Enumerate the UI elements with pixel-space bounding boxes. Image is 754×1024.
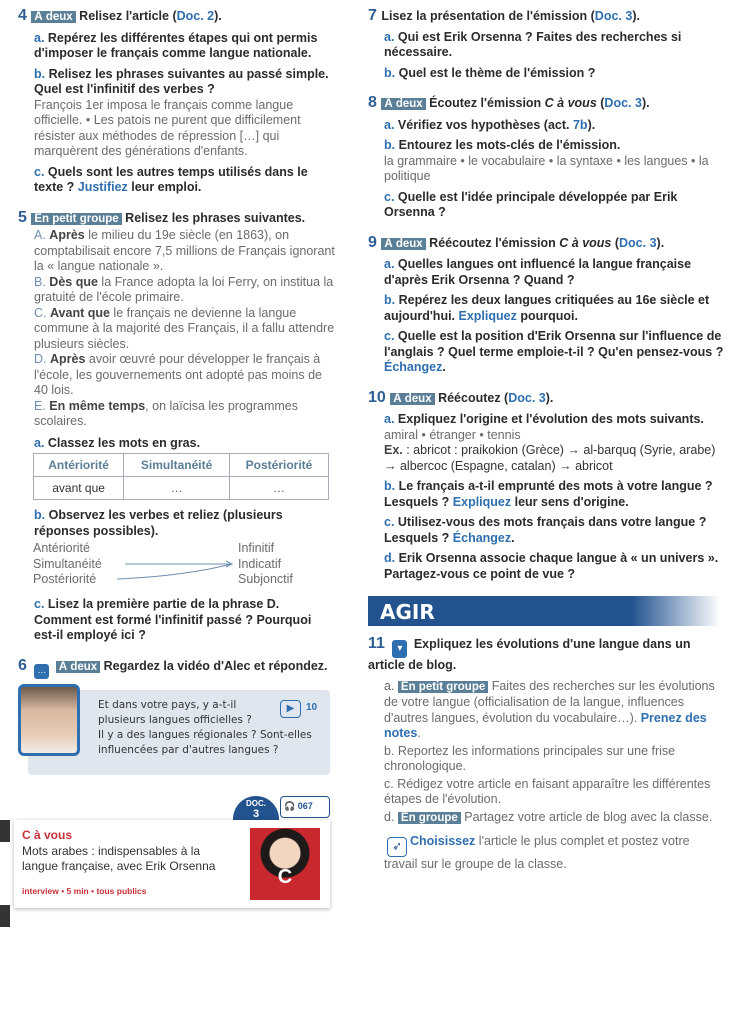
text-segment: c. (384, 329, 398, 343)
header-anteriorite: Antériorité (34, 454, 124, 477)
table-cell[interactable]: … (124, 477, 230, 500)
pen-icon: ▾ (392, 640, 407, 658)
text-segment: c. Rédigez votre article en faisant apparaître les différentes étapes de l'évolution. (384, 776, 711, 806)
text-segment: leur emploi. (127, 180, 202, 194)
text-segment: a. (384, 678, 398, 693)
paragraph (368, 329, 724, 376)
text-segment: ). (641, 96, 650, 110)
match-arrows (115, 551, 237, 591)
doc-3-section (18, 796, 336, 914)
side-tab[interactable] (0, 820, 10, 842)
text-segment: Prenez des notes (384, 710, 707, 740)
text-segment: , on laïcisa les programmes scolaires. (34, 398, 299, 428)
exercise-10 (368, 390, 724, 583)
right-column (368, 8, 724, 878)
text-segment: ). (632, 9, 640, 23)
exercise-11 (368, 636, 724, 873)
text-segment: Relisez les phrases suivantes au passé simple. Quel est l'infinitif des verbes ? (34, 66, 329, 96)
match-right (238, 541, 293, 588)
share-icon[interactable]: ➶ (387, 837, 407, 857)
paragraph (368, 834, 724, 873)
text-segment: b. (384, 293, 399, 307)
text-segment: Doc. 3 (594, 9, 633, 23)
text-segment: Quels sont les autres temps utilisés dans le texte ? (34, 164, 308, 194)
headphones-icon: 🎧 (284, 800, 296, 811)
paragraph (368, 777, 724, 808)
paragraph (368, 118, 724, 134)
text-segment: Lisez la première partie de la phrase D. Comment est formé l'infinitif passé ? Pourquoi est-il employé ici ? (34, 597, 312, 642)
text-segment: Utilisez-vous des mots français dans votre langue ? Lesquels ? (384, 515, 707, 545)
paragraph (368, 744, 724, 775)
activity-tag: En petit groupe (31, 213, 121, 225)
text-segment: . (511, 530, 515, 545)
text-segment: le français ne devienne la langue commune à la majorité des Français, il a fallu attendre plusieurs siècles. (34, 305, 335, 351)
activity-tag: En groupe (398, 812, 461, 824)
video-number: 10 (306, 701, 318, 713)
text-segment: Lisez la présentation de l'émission ( (381, 9, 595, 23)
text-segment: Erik Orsenna associe chaque langue à « un univers ». Partagez-vous ce point de vue ? (384, 551, 719, 581)
text-segment: la France adopta la loi Ferry, on institua la gratuité de l'école primaire. (34, 274, 334, 304)
text-segment: la grammaire • le vocabulaire • la syntaxe • les langues • la politique (384, 153, 709, 183)
activity-tag: En petit groupe (398, 681, 488, 693)
side-tab[interactable] (0, 905, 10, 927)
text-segment: B. (34, 274, 50, 289)
text-segment: Dès que (49, 274, 98, 289)
text-segment: D. (34, 352, 50, 366)
text-segment: Avant que (49, 305, 110, 320)
text-segment: Réécoutez l'émission (425, 235, 560, 250)
match-item[interactable]: Subjonctif (238, 572, 293, 586)
paragraph (368, 257, 724, 288)
text-segment: amiral • étranger • tennis (384, 427, 521, 442)
text-segment: c. (34, 597, 48, 611)
text-segment: Vérifiez vos hypothèses (act. (397, 117, 573, 132)
text-segment: Regardez la vidéo d'Alec et répondez. (100, 658, 328, 673)
text-segment: a. (34, 30, 48, 45)
show-thumbnail (250, 828, 320, 900)
paragraph (368, 390, 724, 408)
matching-exercise (33, 541, 336, 591)
text-segment: François 1er imposa le français comme langue officielle. • Les patois ne purent que difficilement résister aux méthodes de répression […] qui marquèrent des générations d'enfants. (34, 97, 301, 158)
text-segment: Qui est Erik Orsenna ? Faites des recherches si nécessaire. (384, 29, 682, 59)
paragraph (18, 98, 336, 160)
doc-title: C à vous (22, 827, 73, 842)
paragraph (368, 479, 724, 510)
paragraph (368, 679, 724, 742)
match-item[interactable]: Indicatif (238, 556, 282, 571)
paragraph (368, 443, 724, 474)
text-segment: d. (384, 551, 399, 565)
paragraph (368, 551, 724, 582)
paragraph (368, 636, 724, 674)
paragraph (368, 138, 724, 154)
text-segment: Faites des recherches sur les évolutions de votre langue (officialisation de la langue, influences d'autres langues, évolution du vocabulaire…). (384, 678, 715, 725)
text-segment: ). (656, 235, 665, 250)
text-segment: Quelle est la position d'Erik Orsenna sur l'influence de l'anglais ? Quel terme emploie-t-il ? Qu'en pensez-vous ? (384, 329, 724, 359)
text-segment: Relisez les phrases suivantes. (121, 210, 306, 225)
text-segment: Repérez les différentes étapes qui ont permis d'imposer le français comme langue nationale. (34, 30, 318, 60)
text-segment: b. (34, 508, 49, 522)
text-segment: c. (384, 189, 398, 204)
activity-tag: À deux (31, 11, 75, 23)
exercise-number: 11 (368, 635, 390, 652)
text-segment: 7b (572, 117, 588, 132)
table-cell[interactable]: avant que (34, 477, 124, 500)
text-segment: . (417, 726, 421, 740)
text-segment: Ex. (384, 443, 403, 457)
paragraph (18, 210, 336, 228)
paragraph (368, 293, 724, 324)
text-segment: Expliquez (452, 494, 512, 509)
text-segment: Écoutez l'émission (425, 96, 545, 110)
text-segment: b. Reportez les informations principales sur une frise chronologique. (384, 743, 676, 773)
paragraph (18, 399, 336, 430)
paragraph (368, 515, 724, 546)
classification-table (33, 453, 329, 500)
text-segment: l'article le plus complet et postez votre travail sur le groupe de la classe. (384, 834, 690, 871)
text-segment: Doc. 3 (604, 96, 642, 110)
paragraph (368, 95, 724, 113)
exercise-4 (18, 8, 336, 196)
match-item[interactable]: Simultanéité (33, 556, 102, 571)
paragraph (368, 235, 724, 253)
paragraph (368, 190, 724, 221)
text-segment: leur sens d'origine. (511, 494, 629, 509)
paragraph (368, 154, 724, 185)
exercise-6 (18, 658, 336, 679)
video-text: plusieurs langues officielles ? (98, 713, 252, 726)
text-segment: Après (49, 352, 86, 366)
video-text: Il y a des langues régionales ? Sont-elles (98, 728, 312, 741)
text-segment: Repérez les deux langues critiquées au 16e siècle et aujourd'hui. (384, 293, 710, 323)
text-segment: Classez les mots en gras. (47, 435, 201, 450)
text-segment: Doc. 2 (176, 9, 215, 23)
activity-tag: À deux (390, 393, 434, 405)
paragraph (368, 8, 724, 25)
doc-meta: interview • 5 min • tous publics (22, 885, 147, 896)
text-segment: a. (384, 412, 398, 426)
text-segment: Expliquez les évolutions d'une langue dans un article de blog. (368, 637, 691, 672)
audio-number: 067 (297, 800, 313, 811)
text-segment: E. (34, 398, 50, 413)
paragraph (18, 658, 336, 679)
text-segment: Échangez (452, 530, 512, 545)
text-segment: Quelle est l'idée principale développée par Erik Orsenna ? (384, 189, 678, 219)
exercise-9 (368, 235, 724, 376)
text-segment: Réécoutez ( (434, 390, 509, 405)
text-segment: Doc. 3 (508, 390, 546, 405)
paragraph (368, 66, 724, 82)
text-segment: Justifiez (77, 180, 128, 194)
video-section (18, 684, 336, 780)
paragraph (368, 30, 724, 61)
text-segment: Expliquez (458, 308, 517, 323)
play-icon[interactable]: ▶ (280, 700, 301, 718)
text-segment: Quel est le thème de l'émission ? (398, 65, 596, 80)
text-segment: pourquoi. (516, 308, 578, 323)
text-segment: le milieu du 19e siècle (en 1863), on comptabilisait encore 7,5 millions de Français ignorant la « langue nationale ». (34, 228, 335, 273)
text-segment: ). (587, 117, 596, 132)
match-item[interactable]: Antériorité (33, 541, 90, 555)
text-segment: C à vous (544, 96, 597, 110)
text-segment: ( (611, 235, 620, 250)
video-text: Et dans votre pays, y a-t-il (98, 698, 237, 711)
match-item[interactable]: Postériorité (33, 572, 97, 586)
exercise-8 (368, 95, 724, 221)
match-left (33, 541, 102, 588)
table-cell[interactable]: … (230, 477, 329, 500)
paragraph (18, 306, 336, 353)
paragraph (18, 228, 336, 275)
exercise-number: 8 (368, 94, 382, 111)
exercise-number: 9 (368, 233, 382, 251)
paragraph (368, 810, 724, 827)
exercise-5 (18, 210, 336, 452)
text-segment: : abricot : praikokion (Grèce) → al-barquq (Syrie, arabe) → albercoc (Espagne, catalan) → abricot (384, 443, 716, 473)
arrow-line (117, 564, 231, 579)
text-segment: Quelles langues ont influencé la langue française d'après Erik Orsenna ? Quand ? (384, 257, 692, 287)
header-posteriorite: Postériorité (230, 454, 329, 477)
text-segment: Choisissez (410, 834, 476, 848)
text-segment: Après (49, 228, 85, 242)
text-segment: . (442, 360, 446, 374)
text-segment: Expliquez l'origine et l'évolution des mots suivants. (397, 412, 704, 426)
paragraph (18, 508, 336, 539)
text-segment: ). (214, 9, 222, 23)
paragraph (368, 428, 724, 444)
paragraph (18, 67, 336, 98)
exercise-5b (18, 508, 336, 539)
text-segment: Entourez les mots-clés de l'émission. (398, 138, 621, 152)
exercise-number: 4 (18, 7, 32, 24)
paragraph (18, 31, 336, 62)
audio-track[interactable] (280, 796, 330, 818)
doc-number: 3 (252, 807, 260, 820)
text-segment: a. (34, 435, 48, 450)
paragraph (18, 275, 336, 306)
text-segment: Partagez votre article de blog avec la classe. (460, 809, 713, 824)
paragraph (18, 165, 336, 196)
text-segment: Doc. 3 (619, 235, 657, 250)
text-segment: ( (596, 96, 605, 110)
text-segment: a. (384, 117, 398, 132)
activity-tag: À deux (381, 238, 425, 250)
section-heading-agir: AGIR (368, 596, 720, 626)
text-segment: Le français a-t-il emprunté des mots à votre langue ? Lesquels ? (384, 479, 713, 509)
paragraph (18, 8, 336, 26)
text-segment: C à vous (559, 235, 612, 250)
paragraph (368, 412, 724, 428)
doc-subtitle: Mots arabes : indispensables à la langue française, avec Erik Orsenna (22, 843, 216, 873)
speech-bubble-icon: … (34, 664, 49, 679)
text-segment: b. (34, 66, 49, 81)
text-segment: d. (384, 809, 398, 824)
activity-tag: À deux (381, 98, 425, 110)
text-segment: b. (384, 479, 399, 493)
text-segment: a. (384, 29, 398, 44)
text-segment: c. (34, 164, 48, 179)
doc-3-card (14, 820, 330, 908)
show-logo: C (277, 865, 293, 888)
paragraph (18, 352, 336, 399)
text-segment: C. (34, 305, 50, 320)
text-segment: b. (384, 138, 399, 152)
paragraph (18, 597, 336, 644)
video-text: influencées par d'autres langues ? (98, 743, 279, 756)
exercise-number: 7 (368, 7, 382, 24)
text-segment: avoir œuvré pour développer le français à l'école, les gouvernements ont adopté pas moins de 40 lois. (34, 352, 322, 397)
text-segment: c. (384, 515, 398, 529)
exercise-number: 6 (18, 656, 32, 674)
exercise-7 (368, 8, 724, 81)
text-segment: ). (545, 390, 554, 405)
text-segment: b. (384, 65, 399, 80)
doc-label: DOC. (246, 798, 266, 808)
header-simultaneite: Simultanéité (124, 454, 230, 477)
activity-tag: À deux (56, 661, 100, 673)
doc-badge (233, 796, 279, 821)
exercise-number: 10 (368, 388, 391, 406)
text-segment: Échangez (384, 360, 443, 374)
exercise-5c (18, 597, 336, 644)
left-column (18, 8, 336, 914)
text-segment: a. (384, 257, 398, 271)
text-segment: Relisez l'article ( (75, 9, 177, 23)
paragraph (18, 436, 336, 452)
text-segment: Observez les verbes et reliez (plusieurs réponses possibles). (34, 508, 283, 538)
match-item[interactable]: Infinitif (238, 541, 275, 555)
exercise-number: 5 (18, 208, 32, 226)
text-segment: A. (34, 228, 50, 242)
text-segment: En même temps (49, 398, 146, 413)
avatar (18, 684, 80, 756)
